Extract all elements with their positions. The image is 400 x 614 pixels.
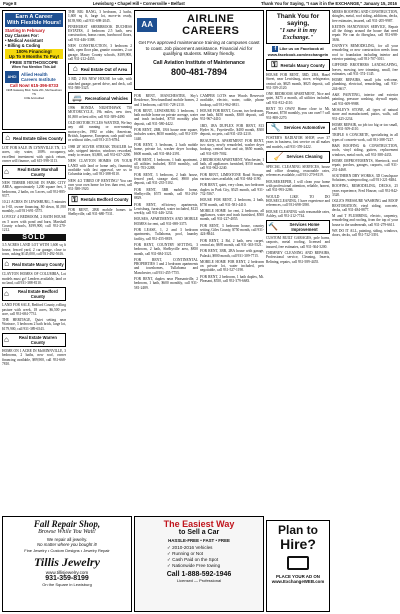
listing: FOR RENT, 2 Bd, 2 bath, new carpet, central air, $695 month, call 931-363-5521.	[200, 238, 264, 247]
earn-career-ad[interactable]	[2, 10, 66, 130]
listing: FOR RENT, LIMESTONE Road Storage, various sizes available, call 931-684-1190.	[200, 172, 264, 182]
car-licensed: Licensed — Professional	[176, 578, 222, 583]
listing: FOR RENT, CONTINENTAL PROPERTIES 1 and 2 bedroom apartments and townhomes, Tullahoma and Manchester, call 931-455-7755.	[134, 257, 198, 275]
listing: PINEHURST SHERBROOK DUCHESS ESTATES, 4 bedroom 2.5 bath, new construction, bonus room, hardwood floors, call 931-446-3388.	[68, 24, 132, 42]
house-icon: ⌂	[72, 64, 78, 74]
section-rentals-maury: ⚿ Rentals Maury County	[266, 59, 330, 71]
listing: 1988 28' SILVER STREAK TRAILER for sale, stripped interior, windows reworked, ready to restore, $3,800, call 931-637-2290.	[68, 144, 132, 158]
listing: FOR RENT, 3 bedroom house, country setting, Giles County, $750 month, call 931-424-8844.	[200, 223, 264, 237]
listing: MOBILE HOME FOR RENT, 2 bedroom on private lot, water included, pets negotiable, call 931-527-1190.	[200, 259, 264, 273]
listing: FOR RENT, LEWISBURG 3 bedroom, 1 bath mobile home on private acreage, water and trash included, $750 monthly plus deposit, call 931-580-4422.	[134, 108, 198, 126]
listing: MOSLEY'S STONE, all types of natural stone and manufactured, patios, walls, call 931-425-2234.	[332, 107, 398, 121]
listing: FOR RENT, duplex near Pleasantville, 2 bedroom, 1 bath, $600 monthly, call 931-581-2489.	[134, 276, 198, 290]
plan-title-2: Hire?	[280, 536, 316, 552]
jewelry-ad[interactable]	[2, 516, 132, 612]
house-icon: ⌂	[4, 167, 9, 177]
house-icon: ⌂	[4, 335, 9, 345]
thanks-line-1: Thank You for saying,	[276, 13, 320, 27]
listing: 2 BEDROOM APARTMENT, Winchester, 1 bath, all appliances furnished, $550 month, call 931-962-2240.	[200, 157, 264, 171]
listing: CLAYTON HOMES OF COLUMBIA, Lot models must go! Lenders available, land or no land, call 931-388-8110.	[2, 272, 66, 285]
listing: NEW 4/2 TIRED OF RENTING? You can own your own home for less than rent, call 931-388-1920.	[68, 178, 132, 192]
earn-financing-2: Up To 9 Months To Pay!	[8, 54, 60, 59]
listing: HOUSES, APARTMENTS AND MOBILE HOMES for rent, call 931-698-3375.	[134, 217, 198, 226]
car-item: ✓ Running or Not	[167, 551, 204, 556]
airline-title: AIRLINE CAREERS	[182, 13, 240, 37]
earn-title-1: Earn A Career	[15, 14, 53, 20]
earn-item-1: • Medical Assistant	[5, 38, 43, 43]
airline-call: Call Aviation Institute of Maintenance	[153, 59, 245, 66]
listing: FOR RENT, efficiency apartments, Lewisburg, furnished, water included, $125 weekly, call 931-446-1234.	[134, 202, 198, 216]
ahci-logo-icon	[5, 71, 19, 83]
listing: FOR RENT, COUNTRY SETTING, 3 bedroom, 2 bath, Shelbyville area, $850 month, call 931-684-3321.	[134, 242, 198, 256]
header-thanks: Thank You for Saying, "I saw it in the EXCHANGE," January 15, 2016	[260, 1, 397, 6]
jewelry-line-1: We repair all jewelry.	[46, 537, 88, 542]
listing: MIRES ROOFING AND CONSTRUCTION, shingles, metal, roof siding, additions, decks, free estimates, insured, call 931-205-9987.	[332, 10, 398, 23]
listing: SOUTHERN DRY WORKS, 3D Crawlspace Solutions, waterproofing, call 931-221-8484.	[332, 173, 398, 183]
jewelry-line-3: Fine Jewelry • Custom Designs • Jewelry Repair	[24, 548, 110, 553]
listing: HOME REPAIRS, small jobs welcome, plumbing, electrical, remodeling, call 931-244-6617.	[332, 78, 398, 91]
jewelry-url[interactable]: www.tillisjewelry.com	[45, 570, 89, 575]
airline-phone[interactable]: 800-481-7894	[170, 66, 228, 77]
listing: 3.5 ACRES LAND LOT WITH 1,600 sq ft house, fenced yard, 2 car garage, close to town, asking $145,000, call 931-492-5616.	[2, 243, 66, 257]
house-icon: ⌂	[5, 133, 11, 142]
earn-address: 1908 Gateway Blvd. Suite 201, Murfreesboro TN	[6, 88, 62, 96]
listing: 3 BD, 2 BA NEW HOUSE for sale, with attached garage, paved drive, and deck, call 931-580-3325.	[68, 77, 132, 90]
listing: NEW CLAYTON HOMES ON YOUR LAND with land or home only, financing available with fast approval, see us in Columbia today, call 931-388-8110.	[68, 159, 132, 177]
listing: FOSTER'S RADIATOR SHOP, over 37 years in business, fast service on all makes and models, call 931-359-2422.	[266, 135, 330, 149]
jewelry-line-2: No matter where you bought it!	[36, 542, 98, 547]
jewelry-subtitle: Browse While You Wait!	[38, 529, 96, 535]
airline-body: Get FAA approved maintenance training at campuses coast to coast. Job placement assistance. Financial Aid for qualifying students. Military friendly.	[138, 40, 260, 57]
rv-icon: 🚐	[71, 93, 82, 103]
earn-starting: Starting In February	[5, 28, 45, 33]
header-towns: Lewisburg • Chapel Hill • Cornersville • Belfast	[92, 1, 185, 6]
car-item: ✓ Nationwide Free towing	[167, 563, 221, 568]
listing: THE BIG BANG, 3 bedroom, 2 baths, 1,600 sq ft, large lot, move-in ready, $139,900, call 931-698-2045.	[68, 10, 132, 23]
section-real-estate-marshall: ⌂ Real Estate Marshall County	[2, 165, 66, 179]
listing: FOR RENT, 2BR mobile homes in Shelbyville, call 931-680-7531.	[68, 207, 132, 216]
listing: HOME IMPROVEMENTS, Sheetrock, roof repair, porches, garages, carports, call 931-231-4468.	[332, 158, 398, 172]
listing: 1996 HONDA NIGHTHAWK 750 MOTORCYCLE, 19k miles, new tires, $1,800 or best offer, call 931-389-4490.	[68, 106, 132, 119]
sold-banner: SOLD	[2, 234, 66, 241]
listing: ROOFING, REMODELING, DECKS, 25 years experience, Fred Houser, call 931-842-3320.	[332, 184, 398, 197]
listing: HOUSEKEEPER, I will clean your home with professional attention, reliable, honest, call 931-993-2286.	[266, 179, 330, 193]
listing: FOR RENT, quiet, very clean, two bedroom duplex in Park City, $525 month, call 931-732-5567.	[200, 183, 264, 196]
ahci-logo-text: AHCI	[7, 75, 17, 79]
listing: LOT FOR SALE IN LYNNVILLE TN, 1.3 acres, city water, 100% occupancy, excellent investment with quick return, owner will finance, call 615-598-3113.	[2, 146, 66, 163]
listing: TRIPLE S CONCRETE, specializing in all types of concrete work, call 931-388-7227.	[332, 133, 398, 142]
airline-logo-icon: AA	[137, 18, 157, 32]
earn-accred: COE Accredited	[24, 96, 44, 100]
listing: ONE BEDROOM APARTMENT, Nice and quiet, $475 a month, all utilities included, call 931-812-4110.	[266, 92, 330, 105]
hammer-icon: 🔨	[268, 222, 278, 232]
sell-car-ad[interactable]	[134, 516, 264, 612]
thanks-line-2: "I saw it in my Exchange."	[279, 27, 317, 41]
listing: OLD MOTORCYCLES WANTED, We buy any old running or non-running motorcycles, 1982 or older, American, British, Japanese, European, cash paid with or without titles, call 931-215-6784.	[68, 121, 132, 143]
listing: RENT TO OWN! Home close to Mt. Pleasant, $750 monthly, you can own!!! call 931-808-2270.	[266, 107, 330, 120]
listing: THE HERITAGE, Quiet setting near Wartrace, 3 bedroom 2 bath brick, large lot, $179,900, call 931-389-6543.	[2, 318, 66, 331]
facebook-line[interactable]: f Like us on Facebook at www.facebook.com/exchangetn	[267, 46, 329, 57]
section-real-estate-bedford: ⌂ Real Estate Bedford County	[2, 287, 66, 301]
column-5	[266, 10, 330, 516]
listing: CUSTOM BUILT GARAGES, pole barns, carports, metal roofing, licensed and insured, free estimates, call 931-364-3200.	[266, 236, 330, 249]
earn-steth: FREE STETHOSCOPE	[9, 60, 59, 65]
listing: HOME REPAIR, no job too big or too small, call 931-309-4110.	[332, 122, 398, 132]
car-item: ✓ Cash Paid on the Spot	[167, 557, 219, 562]
house-icon: ⌂	[4, 289, 9, 299]
listing: M and T PLUMBING, electric, carpentry, remodeling and roofing, from the top of your house to the underneath, call 931-279-6611.	[332, 214, 398, 227]
car-title: The Easiest Way	[163, 519, 235, 529]
earn-days: Day Classes For:	[5, 33, 39, 38]
listing: FOR LEASE, 1, 2 and 3 bedroom apartments, Tullahoma, pool, laundry facility, call 931-455-8819.	[134, 228, 198, 241]
listing: NEW CONSTRUCTION, 3 bedroom 2 bath, open floor plan, granite counters, 2 car garage, Maury County schools, $189,900, call 931-212-4455.	[68, 44, 132, 61]
section-real-estate-other: ⌂ Real Estate Out of Area	[68, 63, 132, 75]
listing: CAMPER LOTS near Woods Reservoir available, electric, water, cable, phone hookup, call 931-962-0811.	[200, 94, 264, 107]
page-header	[0, 0, 400, 8]
briefcase-icon	[287, 556, 309, 570]
listing: LAND FOR SALE, Bedford County, rolling pasture with creek, 18 acres, $6,500 per acre, call 931-684-7731.	[2, 303, 66, 316]
listing: DANNY'S REMODELING, for all your remodeling or new construction needs from roof to foundation including interior and exterior painting, call 931-707-3011.	[332, 44, 398, 61]
earn-steth-2: When You Mention This Ad!	[11, 65, 57, 69]
broom-icon: 🧹	[273, 151, 284, 161]
earn-title-2: With Flexible Hours!	[6, 20, 62, 26]
earn-call[interactable]: Call Now! 615-396-8733	[9, 83, 59, 88]
earn-financing: 100% Financing!	[16, 49, 52, 54]
listing: LOVELY 4 BEDROOM, 2 BATH HOUSE on 5 acres with pond and barn, Marshall County schools, $199,900, call 931-270-1212.	[2, 215, 66, 233]
section-rentals-bedford: ⚿ Rentals Bedford County	[68, 194, 132, 206]
jewelry-name: Tillis Jewelry	[34, 555, 100, 569]
car-hassle: HASSLE-FREE • FAST • FREE	[168, 538, 230, 543]
key-icon: ⚿	[71, 194, 78, 204]
key-icon: ⚿	[271, 60, 278, 69]
section-recreational: 🚐 Recreational Vehicles	[68, 92, 132, 104]
listing: B&B ROOFING & CONSTRUCTION, roofs, vinyl siding, gutters, replacement windows, metal roofs, call 931-388-4433.	[332, 144, 398, 157]
listing: HOUSE FOR RENT, 2 bedroom, 2 bath, $750 month, call 931-581-4410.	[200, 198, 264, 207]
listing: 10.21 ACRES IN LEWISBURG, 5 minutes to I-65, owner financing, $0 down, $1,950 monthly, call 931-691-3575.	[2, 200, 66, 213]
listing: FOR RENT, 3BR, 2BA house with garage, Pulaski, $800 month, call 931-309-7715.	[200, 249, 264, 258]
jewelry-address: On the Square in Lewisburg	[42, 582, 92, 587]
listing: FOR RENT, MANCHESTER, Shy's Residence, Newfoundland mobile homes, 2 and 3 bedroom, call 931-728-2110.	[134, 94, 198, 107]
column-6	[332, 10, 398, 612]
section-real-estate-warren: ⌂ Real Estate Warren County	[2, 333, 66, 347]
earn-school-2: Careers Institute	[21, 77, 56, 82]
plan-url[interactable]: www.ExchangeWEB.com	[271, 579, 325, 584]
listing: BEAUTIFUL APARTMENT FOR RENT, two story, newly remodeled, washer dryer hookup, central heat and air, $650 month, call 931-639-7002.	[200, 138, 264, 156]
listing: FOR RENT, 1 bedroom, 1 bath apartment, all utilities included, $550 monthly, call 931-703-2288.	[134, 157, 198, 171]
listing: A&E PAINTING, interior and exterior painting, pressure washing, drywall repair, call 931-609-9988.	[332, 93, 398, 106]
car-subtitle: to Sell a Car	[178, 529, 220, 536]
listing: FOR RENT, 2BR, 1BA house near square, includes water, $650 monthly, call 931-359-1440.	[134, 128, 198, 141]
listing: KEITH'S HANDYMAN SERVICE, Repair all the things around the house that need repair. We can do fiberglass, call 931-698-3636.	[332, 24, 398, 42]
listing: WOULD LIKE TO DO HOUSECLEANING, I have experience and references, call 931-698-3390.	[266, 194, 330, 208]
section-services-automotive: 🔧 Services Automotive	[266, 122, 330, 134]
jewelry-title: Fall Repair Shop,	[33, 519, 101, 529]
listing: FOR RENT, 3 bedroom, 2 bath house, fenced yard, storage shed, $900 plus deposit, call 931-235-5102.	[134, 172, 198, 186]
listing: CHIMNEY CLEANING AND REPAIRS, Professional service, Cleaning, Inserts, Relining, repairs, call 931-589-4455.	[266, 251, 330, 264]
listing: FOR RENT, 2 bedroom, 1 bath duplex, Mt. Pleasant, $550, call 931-379-6683.	[200, 274, 264, 283]
airline-careers-ad[interactable]	[134, 10, 264, 90]
car-item: ✓ 2010-2016 Vehicles	[167, 545, 213, 550]
car-phone[interactable]: Call 1-888-592-1946	[166, 571, 232, 578]
listing: FOR RENT, 3 bedroom, 2 bath mobile home, private lot, washer dryer hookup, $600 month, call 931-684-2391.	[134, 142, 198, 156]
listing: 1BD, 1BA DUPLEX FOR RENT, 813 Hyder St., Fayetteville, $400 month, $300 deposit, no pets, call 931-433-2210.	[200, 123, 264, 137]
section-real-estate-maury: ⌂ Real Estate Maury County	[2, 258, 66, 270]
listing: MOBILE HOME for rent, 2 bedroom, all appliances, water and trash furnished, $500 month, call 931-227-4055.	[200, 208, 264, 222]
listing: HOME ON 1 ACRE IN McMINNVILLE, 3 bedrooms, 2 baths, new roof, owner financing available, $89,900, call 931-668-7810.	[2, 349, 66, 366]
section-services-cleaning: 🧹 Services Cleaning	[266, 151, 330, 163]
section-real-estate-giles: ⌂ Real Estate Giles County	[2, 132, 66, 144]
column-2	[68, 10, 132, 518]
column-4	[200, 94, 264, 514]
listing: OGLE'S PRESSURE WASHING and ROOF RESTORATION, vinyl siding, concrete, decks, call 931-484-8877.	[332, 199, 398, 212]
earn-school-1: Allied Health	[21, 72, 48, 77]
listing: WE DO IT ALL, painting, siding, windows, doors, decks, call 931-732-3391.	[332, 229, 398, 238]
plan-title: Plan to	[277, 523, 318, 537]
listing: SPECIAL CLEANING SERVICES, house and office cleaning, reasonable rates, references available, call 931-270-8119.	[266, 164, 330, 178]
plan-body: PLACE YOUR AD ON	[276, 574, 320, 579]
thank-you-box	[266, 10, 330, 44]
plan-to-hire-ad[interactable]	[266, 520, 330, 612]
header-page-number: Page 8	[3, 1, 17, 6]
section-services-home: 🔨 Services Home Improvement	[266, 220, 330, 234]
wrench-icon: 🔧	[270, 122, 281, 132]
listing: FOR RENT, 3BR mobile home, Shelbyville, $575 month, call 931-294-8829.	[134, 187, 198, 201]
listing: GIFFORD BROTHERS LANDSCAPING, leaves, mowing, tree trimming, small, free estimates, call 931-374-1145.	[332, 63, 398, 76]
column-3	[134, 94, 198, 514]
earn-item-2: • Billing & Coding	[5, 43, 41, 48]
jewelry-phone[interactable]: 931-359-8199	[45, 575, 89, 582]
house-icon: ⌂	[4, 259, 10, 269]
listing: HOUSE CLEANING with reasonable rates, Ashley, call 931-212-7744.	[266, 209, 330, 218]
facebook-icon: f	[272, 46, 278, 52]
listing: HOUSE FOR RENT, 3BD, 2BA, Hazel Street, near Lewisburg, stove, refrigerator, central air, $825 month, $825 deposit, call 931-359-2120.	[266, 73, 330, 90]
listing: NEW TIMBER HOUSE IN PARK CITY AREA, approximately 1,200 square feet, 3 bedrooms, 2 baths, on 3 acres, call 931-885-9377.	[2, 181, 66, 199]
listing: HOUSE FOR RENT, Cowan, two bedroom, one bath, $450 month, $300 deposit, call 931-967-4410.	[200, 108, 264, 122]
